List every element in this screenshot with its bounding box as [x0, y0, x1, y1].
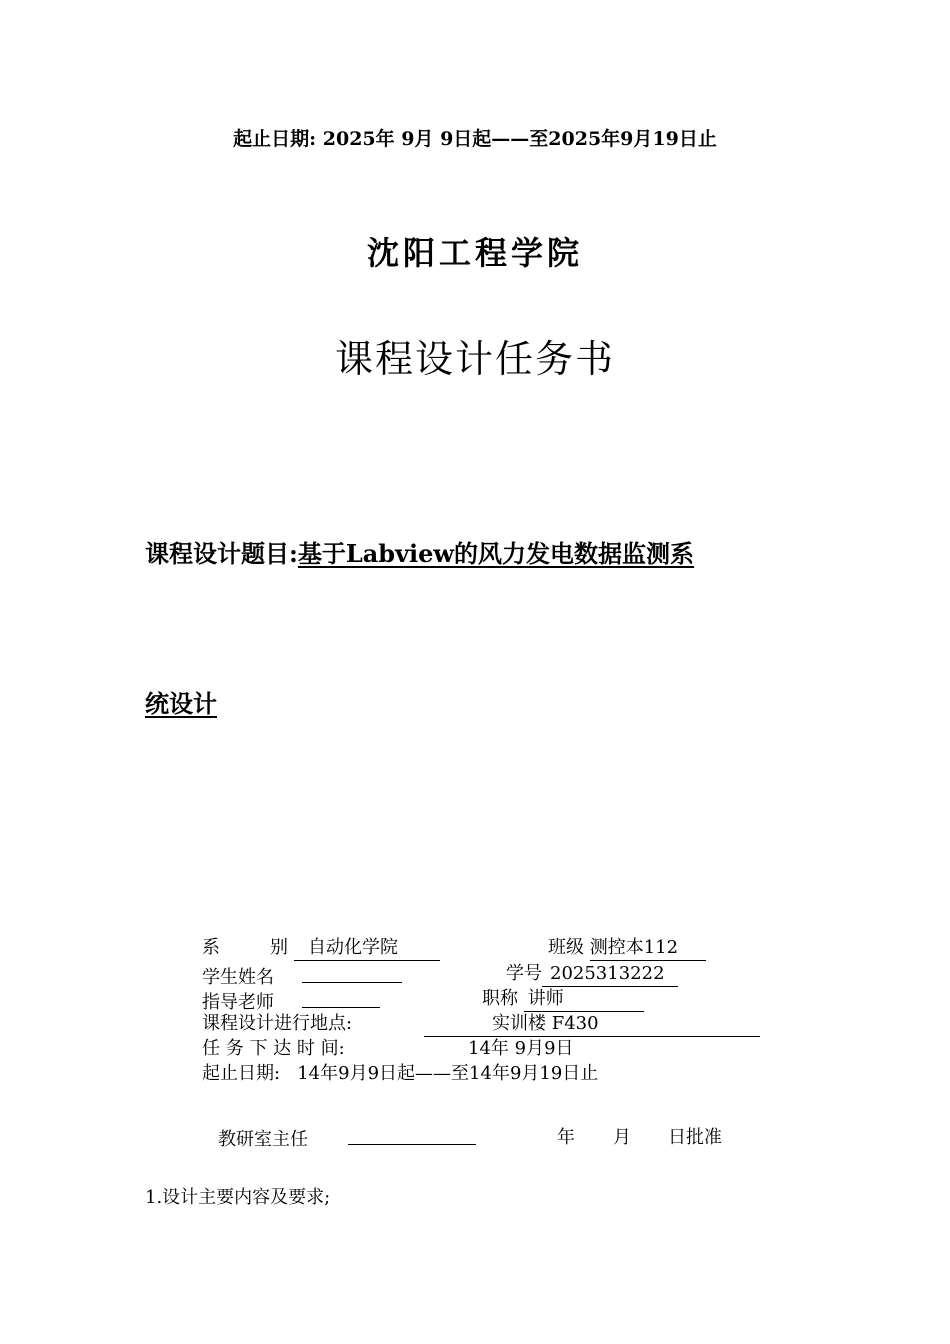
- title-value: 讲师: [524, 987, 644, 1012]
- school-name: 沈阳工程学院: [366, 234, 583, 272]
- class-value: 测控本112: [590, 936, 706, 961]
- id-label: 学号: [506, 963, 542, 984]
- class-label: 班级: [548, 937, 584, 958]
- director-label: 教研室主任: [218, 1129, 308, 1150]
- student-value: [302, 962, 402, 983]
- approval-day: 日批准: [668, 1127, 722, 1148]
- topic-value-line2: 统设计: [145, 689, 217, 718]
- period-row: 起止日期: 14年9月9日起——至14年9月19日止: [202, 1063, 599, 1084]
- document-title: 课程设计任务书: [334, 337, 615, 381]
- director-signature-line: [348, 1124, 476, 1145]
- header-date-range: 起止日期: 2025年 9月 9日起——至2025年9月19日止: [233, 128, 717, 150]
- title-label: 职称: [482, 988, 518, 1009]
- dept-row: [202, 936, 440, 961]
- topic-line: [145, 534, 694, 569]
- topic-value-line1: 基于Labview的风力发电数据监测系: [297, 539, 695, 568]
- approval-year: 年: [557, 1127, 575, 1148]
- issue-row: [202, 1037, 574, 1061]
- student-row: [202, 962, 402, 990]
- approval-month: 月: [613, 1127, 631, 1148]
- class-row: [548, 936, 706, 961]
- id-row: [506, 962, 678, 987]
- issue-label: 任 务 下 达 时 间:: [202, 1038, 345, 1059]
- id-value: 2025313222: [542, 962, 678, 987]
- dept-label: 系 别: [202, 937, 288, 958]
- location-row: [202, 1012, 760, 1037]
- topic-label: 课程设计题目:: [145, 539, 298, 568]
- title-row: [482, 987, 644, 1012]
- approval-row: [218, 1124, 476, 1152]
- advisor-row: [202, 987, 380, 1015]
- location-label: 课程设计进行地点:: [202, 1013, 353, 1034]
- issue-value: 14年 9月9日: [468, 1038, 574, 1059]
- section-heading: 1.设计主要内容及要求;: [145, 1187, 331, 1208]
- student-label: 学生姓名: [202, 967, 274, 988]
- location-value: 实训楼 F430: [424, 1012, 760, 1037]
- advisor-label: 指导老师: [202, 992, 274, 1013]
- dept-value: 自动化学院: [294, 936, 440, 961]
- advisor-value: [302, 987, 380, 1008]
